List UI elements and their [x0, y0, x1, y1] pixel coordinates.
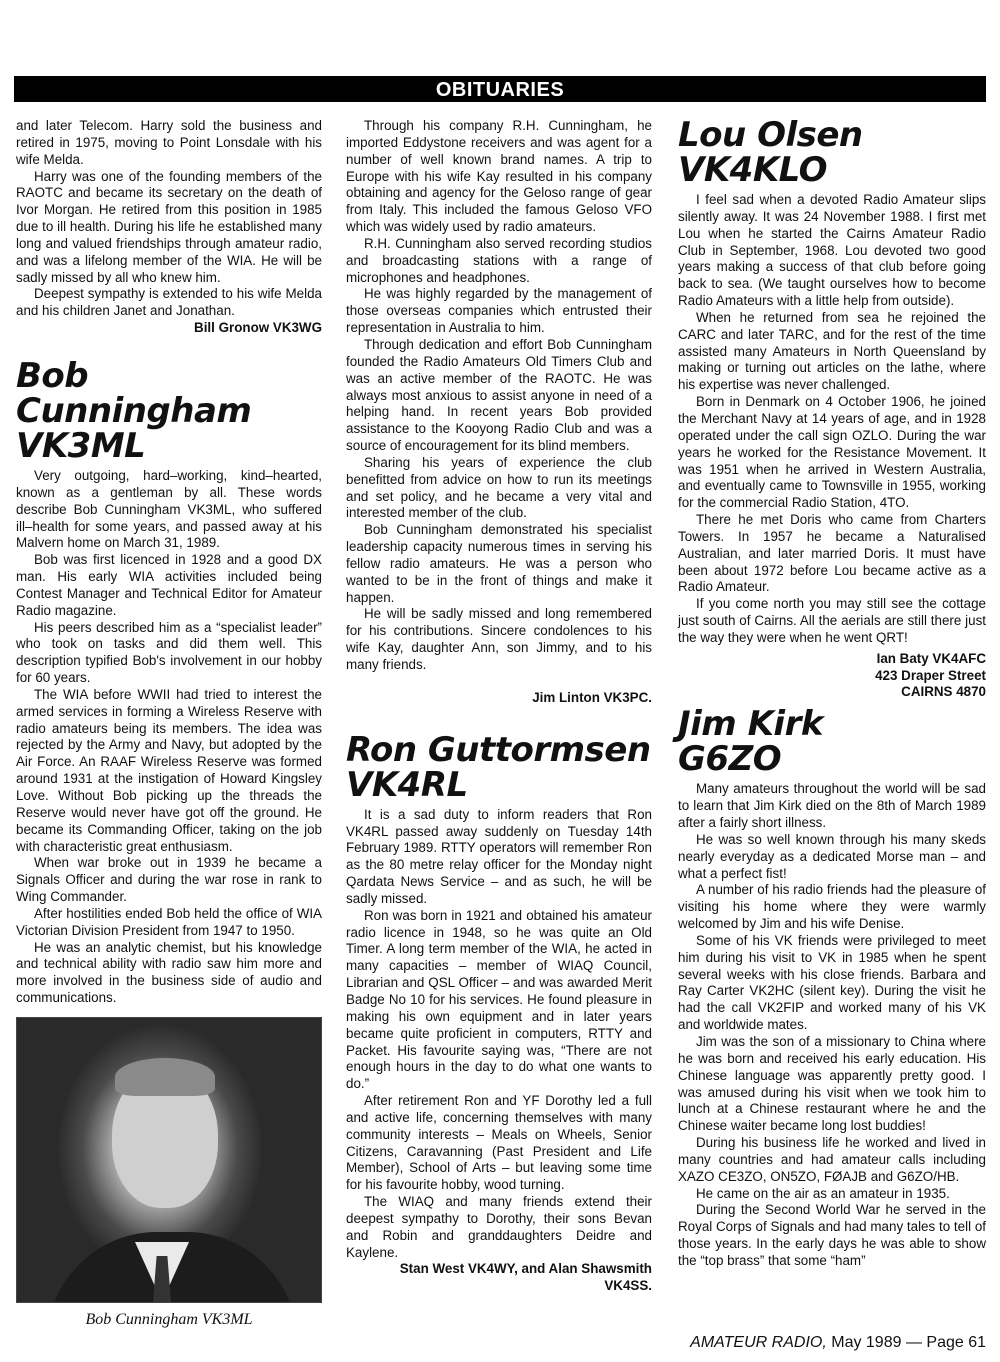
paragraph: When war broke out in 1939 he became a Signals Officer and during the war rose in rank to Wing Commander.: [16, 855, 322, 905]
paragraph: and later Telecom. Harry sold the business and retired in 1975, moving to Point Lonsdale with his wife Melda.: [16, 118, 322, 167]
paragraph: Bob was first licenced in 1928 and a good DX man. His early WIA activities included being Contest Manager and Technical Editor for Amateur Radio magazine.: [16, 552, 322, 618]
author-signature: Stan West VK4WY, and Alan Shawsmith: [399, 1261, 652, 1277]
paragraph: He was an analytic chemist, but his knowledge and technical ability with radio saw him more and more involved in the business side of audio and communications.: [16, 939, 322, 1006]
paragraph: Through dedication and effort Bob Cunningham founded the Radio Amateurs Old Timers Club and was an active member of the RAOTC. He was always most anxious to assist anyone in need of a helping hand. In recent years Bob provided assistance to the Kooyong Radio Club and was a source of encouragement for its blind members.: [346, 336, 652, 454]
obituary-heading-name: Lou Olsen: [678, 115, 863, 155]
portrait-photo: [16, 1017, 322, 1303]
author-city: CAIRNS 4870: [901, 684, 986, 700]
paragraph: Through his company R.H. Cunningham, he imported Eddystone receivers and was agent for a number of well known brand names. A trip to Europe with his wife Kay resulted in his company obtaining and agency for the Geloso range of gear from Italy. This included the famous Geloso VFO which was widely used by radio amateurs.: [346, 118, 652, 235]
obituary-heading-name: Jim Kirk: [678, 704, 823, 745]
paragraph: The WIAQ and many friends extend their deepest sympathy to Dorothy, their sons Bevan and Robin and granddaughters Deidre and Kaylene.: [346, 1194, 652, 1260]
paragraph: Jim was the son of a missionary to China where he was born and received his early education. His Chinese language was apparently pretty good. I was amused during his visit when we took him to lunch at a Chinese restaurant where he and the Chinese waiter became long lost buddies!: [678, 1033, 986, 1134]
paragraph: After retirement Ron and YF Dorothy led a full and active life, concerning themselves with many community interests – Meals on Wheels, Senior Citizens, Caravanning (Past President and Life Member), School of Arts – but leaving some time for his favourite hobby, wood turning.: [346, 1093, 652, 1193]
paragraph: He came on the air as an amateur in 1935.: [696, 1185, 950, 1201]
paragraph: Born in Denmark on 4 October 1906, he joined the Merchant Navy at 14 years of age, and in 1928 operated under the call sign OZLO. During the war years he worked for the Resistance Movement. It was 1951 when he arrived in Western Australia, and eventually came to Townsville in 1955, working for the commercial Radio Station, 4TO.: [678, 394, 986, 511]
paragraph: Bob Cunningham demonstrated his specialist leadership capacity numerous times in serving his fellow radio amateurs. He was a person who wanted to be in the front of things and make it happen.: [346, 522, 652, 605]
section-title: OBITUARIES: [435, 79, 565, 101]
obituary-heading-name: Ron Guttormsen: [346, 729, 651, 770]
paragraph: R.H. Cunningham also served recording studios and broadcasting stations with a range of microphones and headphones.: [346, 235, 652, 285]
paragraph: Ron was born in 1921 and obtained his amateur radio licence in 1948, so he was quite an Old Timer. A long term member of the WIA, he acted in many capacities – member of WIAQ Council, Librarian and QSL Officer – and was awarded Merit Badge No 10 for his services. He found pleasure in making his own equipment and in later years became quite proficient in computers, RTTY and Packet. His favourite saying was, “There are not enough hours in the day to do what one wants to do.”: [346, 907, 652, 1092]
paragraph: During the Second World War he served in the Royal Corps of Signals and had many tales to tell of those years. In the early days he was able to show the “top brass” that some “ham”: [678, 1202, 986, 1268]
section-banner: [14, 76, 986, 102]
paragraph: Sharing his years of experience the club benefitted from advice on how to run its meetings and set policy, and he became a very vital and interested member of the club.: [346, 454, 652, 521]
photo-caption: Bob Cunningham VK3ML: [85, 1310, 253, 1328]
author-signature: Jim Linton VK3PC.: [532, 689, 652, 705]
paragraph: A number of his radio friends had the pleasure of visiting his home where they were warmly welcomed by Jim and his wife Denise.: [678, 882, 986, 932]
paragraph: When he returned from sea he rejoined the CARC and later TARC, and for the rest of the time assisted many Amateurs in North Queensland by making or turning out articles on the lathe, where his expertise was never challenged.: [678, 309, 986, 393]
page-footer: [690, 1334, 986, 1352]
paragraph: There he met Doris who came from Charters Towers. In 1957 he became a Naturalised Australian, and later married Doris. It must have been about 1972 before Lou became active as a Radio Amateur.: [678, 512, 986, 595]
paragraph: If you come north you may still see the cottage just south of Cairns. All the aerials are still there just the way they were when he went QRT!: [678, 596, 986, 645]
obituary-heading-name: Bob Cunningham: [16, 355, 252, 431]
paragraph: Deepest sympathy is extended to his wife Melda and his children Janet and Jonathan.: [16, 286, 322, 319]
obituary-heading-callsign: G6ZO: [678, 739, 782, 780]
column-2: [346, 118, 652, 1295]
author-signature: Bill Gronow VK3WG: [194, 320, 322, 336]
publication-name: AMATEUR RADIO,: [690, 1334, 827, 1351]
paragraph: It is a sad duty to inform readers that Ron VK4RL passed away suddenly on Tuesday 14th February 1989. RTTY operators will remember Ron as the 80 metre relay officer for the Monday night Qardata News Service – and as such, he will be sadly missed.: [346, 806, 652, 906]
author-address: 423 Draper Street: [875, 667, 986, 683]
obituary-heading-callsign: VK4KLO: [678, 150, 828, 190]
paragraph: During his business life he worked and lived in many countries and had amateur calls including XAZO CE3ZO, ON5ZO, FØAJB and G6ZO/HB.: [678, 1135, 986, 1184]
paragraph: The WIA before WWII had tried to interest the armed services in forming a Wireless Reserve with radio amateurs being its members. The idea was rejected by the Army and Navy, but adopted by the Air Force. An RAAF Wireless Reserve was formed around 1931 at the instigation of Howard Kingsley Love. Without Bob picking up the threads the Reserve would never have got off the ground. He became its Commanding Officer, taking on the job with characteristic great enthusiasm.: [16, 686, 322, 854]
obituary-heading-callsign: VK4RL: [346, 764, 468, 805]
author-signature: Ian Baty VK4AFC: [876, 650, 986, 666]
paragraph: After hostilities ended Bob held the office of WIA Victorian Division President from 1947 to 1950.: [16, 905, 322, 938]
column-3: [678, 115, 986, 1270]
paragraph: Very outgoing, hard–working, kind–hearted, known as a gentleman by all. These words describe Bob Cunningham VK3ML, who suffered ill–health for some years, and passed away at his Malvern home on March 31, 1989.: [16, 467, 322, 551]
issue-page: May 1989 — Page 61: [831, 1334, 986, 1351]
paragraph: He was so well known through his many skeds nearly everyday as a dedicated Morse man – and what a perfect fist!: [678, 831, 986, 881]
author-signature: VK4SS.: [604, 1278, 652, 1294]
paragraph: Harry was one of the founding members of the RAOTC and became its secretary on the death of Ivor Morgan. He retired from this position in 1985 due to ill health. During his life he established many long and valued friendships through amateur radio, and was a lifelong member of the WIA. He will be sadly missed by all who knew him.: [16, 168, 322, 285]
paragraph: He will be sadly missed and long remembered for his contributions. Sincere condolences to his wife Kay, daughter Ann, son Jimmy, and to his many friends.: [346, 606, 652, 672]
obituary-heading-callsign: VK3ML: [16, 425, 146, 466]
paragraph: Some of his VK friends were privileged to meet him during his visit to VK in 1985 when he spent several weeks with his close friends. Barbara and Ray Carter VK2HC (silent key). During the visit he had the call VK2FIP and worked many of his VK and worldwide mates.: [678, 932, 986, 1033]
column-1: [16, 118, 322, 1329]
paragraph: I feel sad when a devoted Radio Amateur slips silently away. It was 24 November 1988. I first met Lou when he started the Cairns Amateur Radio Club in September, 1968. Lou devoted two good years making a success of that club before going back to sea. (We taught ourselves how to become Radio Amateurs with a little help from outside).: [678, 192, 986, 309]
paragraph: He was highly regarded by the management of those overseas companies which entrusted their representation in Australia to him.: [346, 286, 652, 336]
paragraph: His peers described him as a “specialist leader” who took on tasks and did them well. This description typified Bob's involvement in our hobby for 60 years.: [16, 619, 322, 686]
paragraph: Many amateurs throughout the world will be sad to learn that Jim Kirk died on the 8th of March 1989 after a fairly short illness.: [678, 781, 986, 830]
